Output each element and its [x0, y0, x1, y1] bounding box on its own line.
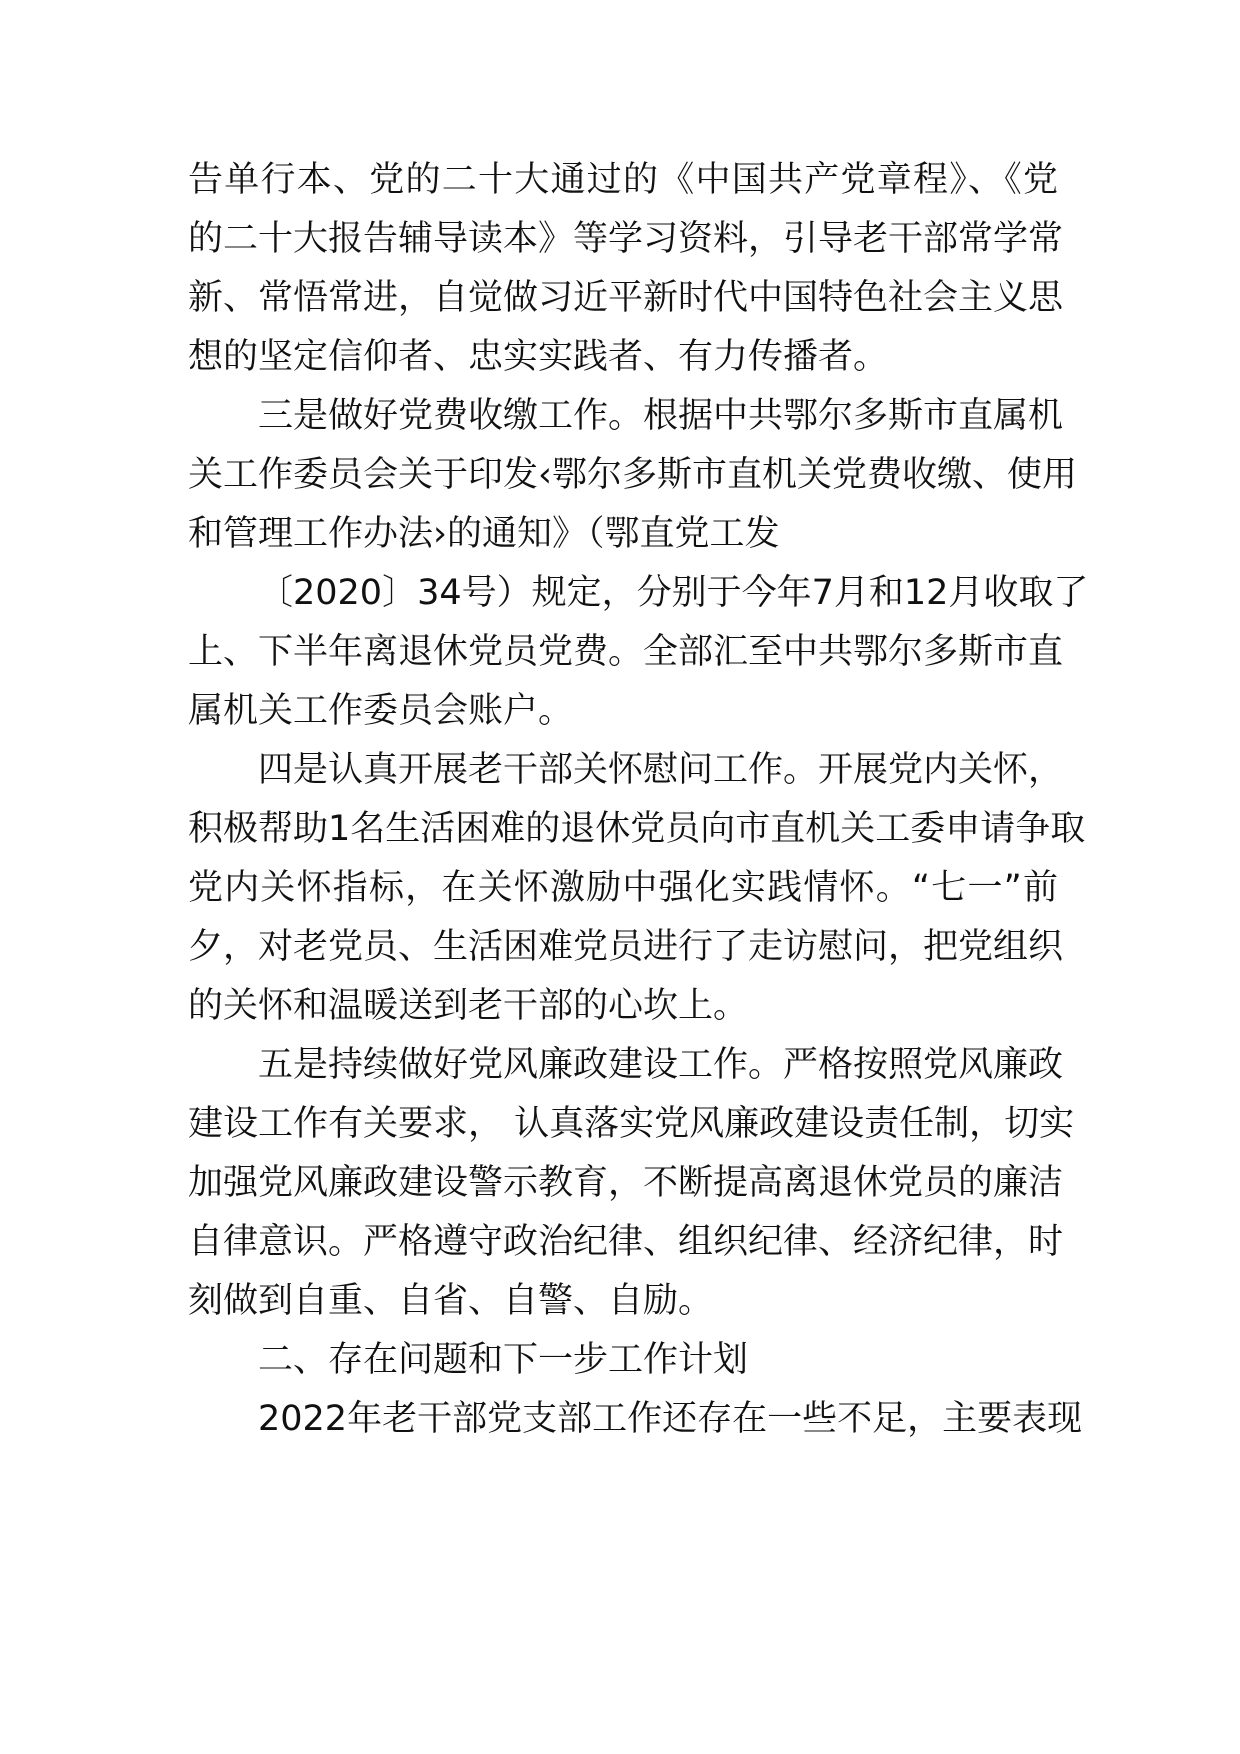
- text-line: 属机关工作委员会账户。: [188, 691, 574, 731]
- text-line: 新、常悟常进，自觉做习近平新时代中国特色社会主义思: [188, 278, 1064, 318]
- paragraph-heading-line: 五是持续做好党风廉政建设工作。严格按照党风廉政: [258, 1045, 1064, 1085]
- text-line: 刻做到自重、自省、自警、自励。: [188, 1281, 714, 1321]
- paragraph-heading-line: 四是认真开展老干部关怀慰问工作。开展党内关怀，: [258, 750, 1064, 790]
- text-line: 的关怀和温暖送到老干部的心坎上。: [188, 986, 749, 1026]
- text-line: 和管理工作办法›的通知》（鄂直党工发: [188, 514, 780, 554]
- paragraph-heading-line: 三是做好党费收缴工作。根据中共鄂尔多斯市直属机: [258, 396, 1064, 436]
- text-line: 建设工作有关要求， 认真落实党风廉政建设责任制，切实: [188, 1104, 1075, 1144]
- text-line: 关工作委员会关于印发‹鄂尔多斯市直机关党费收缴、使用: [188, 455, 1077, 495]
- text-line: 自律意识。严格遵守政治纪律、组织纪律、经济纪律，时: [188, 1222, 1064, 1262]
- text-line: 〔2020〕34号）规定，分别于今年7月和12月收取了: [258, 573, 1089, 613]
- text-line: 告单行本、党的二十大通过的《中国共产党章程》、《党: [188, 160, 1058, 200]
- section-heading: 二、存在问题和下一步工作计划: [258, 1340, 749, 1380]
- text-line: 积极帮助1名生活困难的退休党员向市直机关工委申请争取: [188, 809, 1086, 849]
- text-line: 加强党风廉政建设警示教育，不断提高离退休党员的廉洁: [188, 1163, 1064, 1203]
- text-line: 想的坚定信仰者、忠实实践者、有力传播者。: [188, 337, 889, 377]
- text-line: 2022年老干部党支部工作还存在一些不足，主要表现: [258, 1399, 1083, 1439]
- text-line: 夕，对老党员、生活困难党员进行了走访慰问，把党组织: [188, 927, 1064, 967]
- text-line: 党内关怀指标，在关怀激励中强化实践情怀。“七一”前: [188, 868, 1058, 908]
- text-line: 上、下半年离退休党员党费。全部汇至中共鄂尔多斯市直: [188, 632, 1064, 672]
- text-line: 的二十大报告辅导读本》等学习资料，引导老干部常学常: [188, 219, 1064, 259]
